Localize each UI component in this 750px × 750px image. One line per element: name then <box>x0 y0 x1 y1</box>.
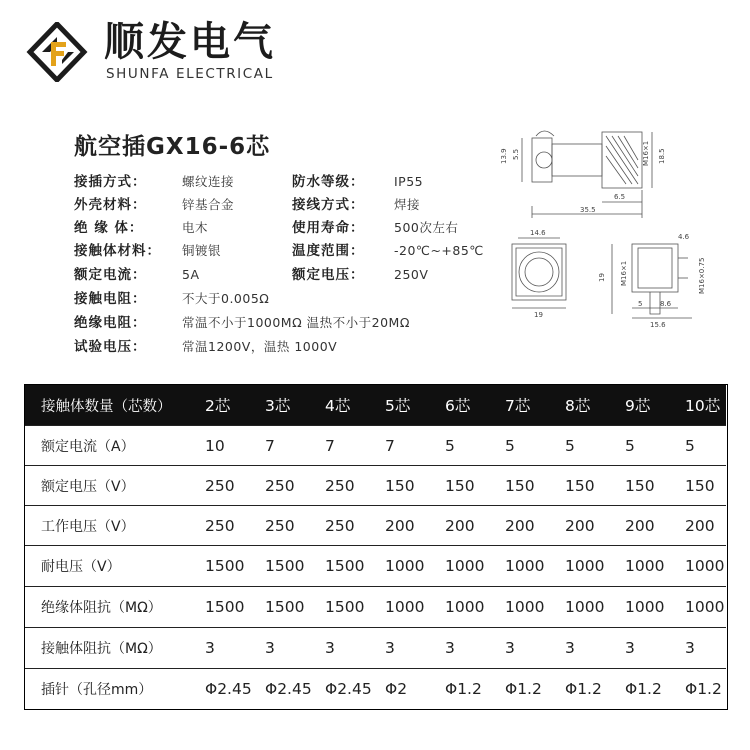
row-label: 额定电流（A） <box>41 438 135 455</box>
spec-item <box>292 241 484 261</box>
table-cell: 1000 <box>625 557 665 575</box>
table-cell: 3 <box>325 639 335 657</box>
technical-drawings <box>492 118 742 338</box>
table-cell: 1000 <box>565 557 605 575</box>
spec-label: 额定电流： <box>74 267 147 283</box>
spec-label: 接触电阻： <box>74 291 147 307</box>
table-cell: Φ2.45 <box>265 679 312 698</box>
dim-label: M16×0.75 <box>698 257 706 294</box>
spec-item <box>74 195 235 215</box>
table-cell: 1500 <box>325 598 365 616</box>
table-cell: 1500 <box>205 598 245 616</box>
spec-item <box>74 241 222 261</box>
side-view-drawing <box>522 131 652 218</box>
brand-name-cn: 顺发电气 <box>104 19 276 65</box>
table-cell: 3 <box>505 639 515 657</box>
table-cell: Φ2 <box>385 679 408 698</box>
table-cell: 1000 <box>505 557 545 575</box>
spec-item <box>74 265 200 285</box>
table-cell: Φ1.2 <box>625 679 662 698</box>
table-cell: 150 <box>565 476 595 495</box>
table-cell: 1500 <box>265 557 305 575</box>
table-cell: Φ2.45 <box>205 679 252 698</box>
spec-item <box>292 218 459 238</box>
row-label: 绝缘体阻抗（MΩ） <box>41 600 162 616</box>
table-cell: 150 <box>445 476 475 495</box>
table-cell: 1500 <box>265 598 305 616</box>
spec-value: 500次左右 <box>394 220 459 235</box>
spec-item <box>74 337 338 357</box>
dim-label: 14.6 <box>530 229 546 237</box>
table-header-cell: 5芯 <box>385 397 411 415</box>
table-cell: 1000 <box>385 598 425 616</box>
spec-item <box>292 172 424 192</box>
spec-label: 额定电压： <box>292 267 365 283</box>
table-cell: 150 <box>385 476 415 495</box>
table-cell: 250 <box>325 476 355 495</box>
spec-value: 常温1200V，温热 1000V <box>182 339 338 354</box>
table-cell: 3 <box>685 639 695 657</box>
spec-label: 接线方式： <box>292 197 365 213</box>
spec-label: 接插方式： <box>74 174 147 190</box>
spec-label: 温度范围： <box>292 243 365 259</box>
table-cell: 3 <box>265 639 275 657</box>
dim-label: 15.6 <box>650 321 666 329</box>
product-title: 航空插GX16-6芯 <box>74 134 271 160</box>
spec-value: 5A <box>182 267 200 282</box>
dim-label: 13.9 <box>500 148 508 164</box>
table-cell: Φ1.2 <box>685 679 722 698</box>
table-cell: 5 <box>445 436 455 455</box>
dim-label: 6.5 <box>614 193 626 201</box>
table-cell: 150 <box>505 476 535 495</box>
dim-label: 35.5 <box>580 206 596 214</box>
dim-label: 19 <box>534 311 543 319</box>
table-cell: 3 <box>445 639 455 657</box>
table-cell: 200 <box>625 516 655 535</box>
dim-label: 4.6 <box>678 233 690 241</box>
spec-value: 常温不小于1000MΩ 温热不小于20MΩ <box>182 315 410 330</box>
table-header-cell: 9芯 <box>625 397 651 415</box>
table-header-cell: 10芯 <box>685 397 721 415</box>
table-cell: 200 <box>505 516 535 535</box>
table-cell: 1000 <box>565 598 605 616</box>
table-cell: 250 <box>325 516 355 535</box>
spec-label: 使用寿命： <box>292 220 365 236</box>
table-cell: 1000 <box>505 598 545 616</box>
table-row <box>25 546 726 587</box>
table-cell: 3 <box>565 639 575 657</box>
spec-value: 焊接 <box>394 197 421 212</box>
table-cell: 1500 <box>205 557 245 575</box>
dim-label: 5.5 <box>512 148 520 160</box>
spec-label: 绝 缘 体： <box>74 220 144 236</box>
spec-item <box>74 313 410 333</box>
table-cell: 1000 <box>385 557 425 575</box>
table-header-cell: 7芯 <box>505 397 531 415</box>
dim-label: M16×1 <box>620 260 628 286</box>
table-header-cell: 2芯 <box>205 397 231 415</box>
table-cell: 5 <box>505 436 515 455</box>
table-cell: Φ1.2 <box>505 679 542 698</box>
spec-value: -20℃~+85℃ <box>394 243 484 258</box>
table-cell: 1000 <box>625 598 665 616</box>
spec-list <box>74 172 504 362</box>
table-header-cell: 4芯 <box>325 397 351 415</box>
spec-item <box>74 289 270 309</box>
dim-label: 19 <box>598 273 606 282</box>
table-cell: 5 <box>625 436 635 455</box>
table-row <box>25 628 726 669</box>
table-cell: Φ1.2 <box>565 679 602 698</box>
spec-label: 接触体材料： <box>74 243 161 259</box>
table-cell: 7 <box>325 436 335 455</box>
spec-label: 外壳材料： <box>74 197 147 213</box>
table-cell: 1500 <box>325 557 365 575</box>
table-cell: 1000 <box>685 598 725 616</box>
dim-label: 8.6 <box>660 300 672 308</box>
table-header-cell: 6芯 <box>445 397 471 415</box>
row-label: 耐电压（V） <box>41 559 121 575</box>
table-row <box>25 587 726 628</box>
table-cell: 5 <box>685 436 695 455</box>
spec-value: 铜镀银 <box>182 243 222 258</box>
brand-header <box>20 14 320 84</box>
table-cell: 10 <box>205 436 225 455</box>
table-cell: 5 <box>565 436 575 455</box>
dim-label: 5 <box>638 300 643 308</box>
table-row <box>25 506 726 546</box>
spec-value: IP55 <box>394 174 424 189</box>
table-cell: 1000 <box>445 557 485 575</box>
table-cell: Φ1.2 <box>445 679 482 698</box>
table-header-cell: 8芯 <box>565 397 591 415</box>
dim-label: 18.5 <box>658 148 666 164</box>
spec-value: 电木 <box>182 220 209 235</box>
spec-value: 螺纹连接 <box>182 174 235 189</box>
table-cell: Φ2.45 <box>325 679 372 698</box>
table-header-cell: 接触体数量（芯数） <box>41 398 172 415</box>
spec-table <box>24 384 728 710</box>
table-cell: 1000 <box>685 557 725 575</box>
table-header-row <box>25 385 726 426</box>
row-label: 接触体阻抗（MΩ） <box>41 641 162 657</box>
spec-value: 不大于0.005Ω <box>182 291 270 306</box>
table-cell: 3 <box>205 639 215 657</box>
row-label: 插针（孔径mm） <box>41 681 153 698</box>
front-view-drawing <box>512 238 566 308</box>
table-header-cell: 3芯 <box>265 397 291 415</box>
spec-label: 试验电压： <box>74 339 147 355</box>
table-cell: 250 <box>265 516 295 535</box>
table-cell: 200 <box>445 516 475 535</box>
spec-item <box>74 172 235 192</box>
spec-label: 防水等级： <box>292 174 365 190</box>
table-cell: 250 <box>265 476 295 495</box>
table-row <box>25 466 726 506</box>
table-cell: 1000 <box>445 598 485 616</box>
table-cell: 200 <box>385 516 415 535</box>
dim-label: M16×1 <box>642 140 650 166</box>
table-cell: 200 <box>565 516 595 535</box>
table-cell: 3 <box>385 639 395 657</box>
table-cell: 7 <box>265 436 275 455</box>
table-cell: 250 <box>205 516 235 535</box>
spec-item <box>74 218 209 238</box>
table-cell: 3 <box>625 639 635 657</box>
spec-label: 绝缘电阻： <box>74 315 147 331</box>
brand-name-en: SHUNFA ELECTRICAL <box>106 66 274 82</box>
shunfa-logo-icon <box>26 22 88 82</box>
spec-item <box>292 195 421 215</box>
spec-value: 250V <box>394 267 429 282</box>
spec-item <box>292 265 429 285</box>
table-cell: 150 <box>685 476 715 495</box>
row-label: 额定电压（V） <box>41 478 135 495</box>
table-cell: 150 <box>625 476 655 495</box>
table-cell: 250 <box>205 476 235 495</box>
table-cell: 200 <box>685 516 715 535</box>
table-row <box>25 669 726 708</box>
spec-value: 锌基合金 <box>182 197 235 212</box>
table-cell: 7 <box>385 436 395 455</box>
row-label: 工作电压（V） <box>41 518 135 535</box>
table-row <box>25 426 726 466</box>
